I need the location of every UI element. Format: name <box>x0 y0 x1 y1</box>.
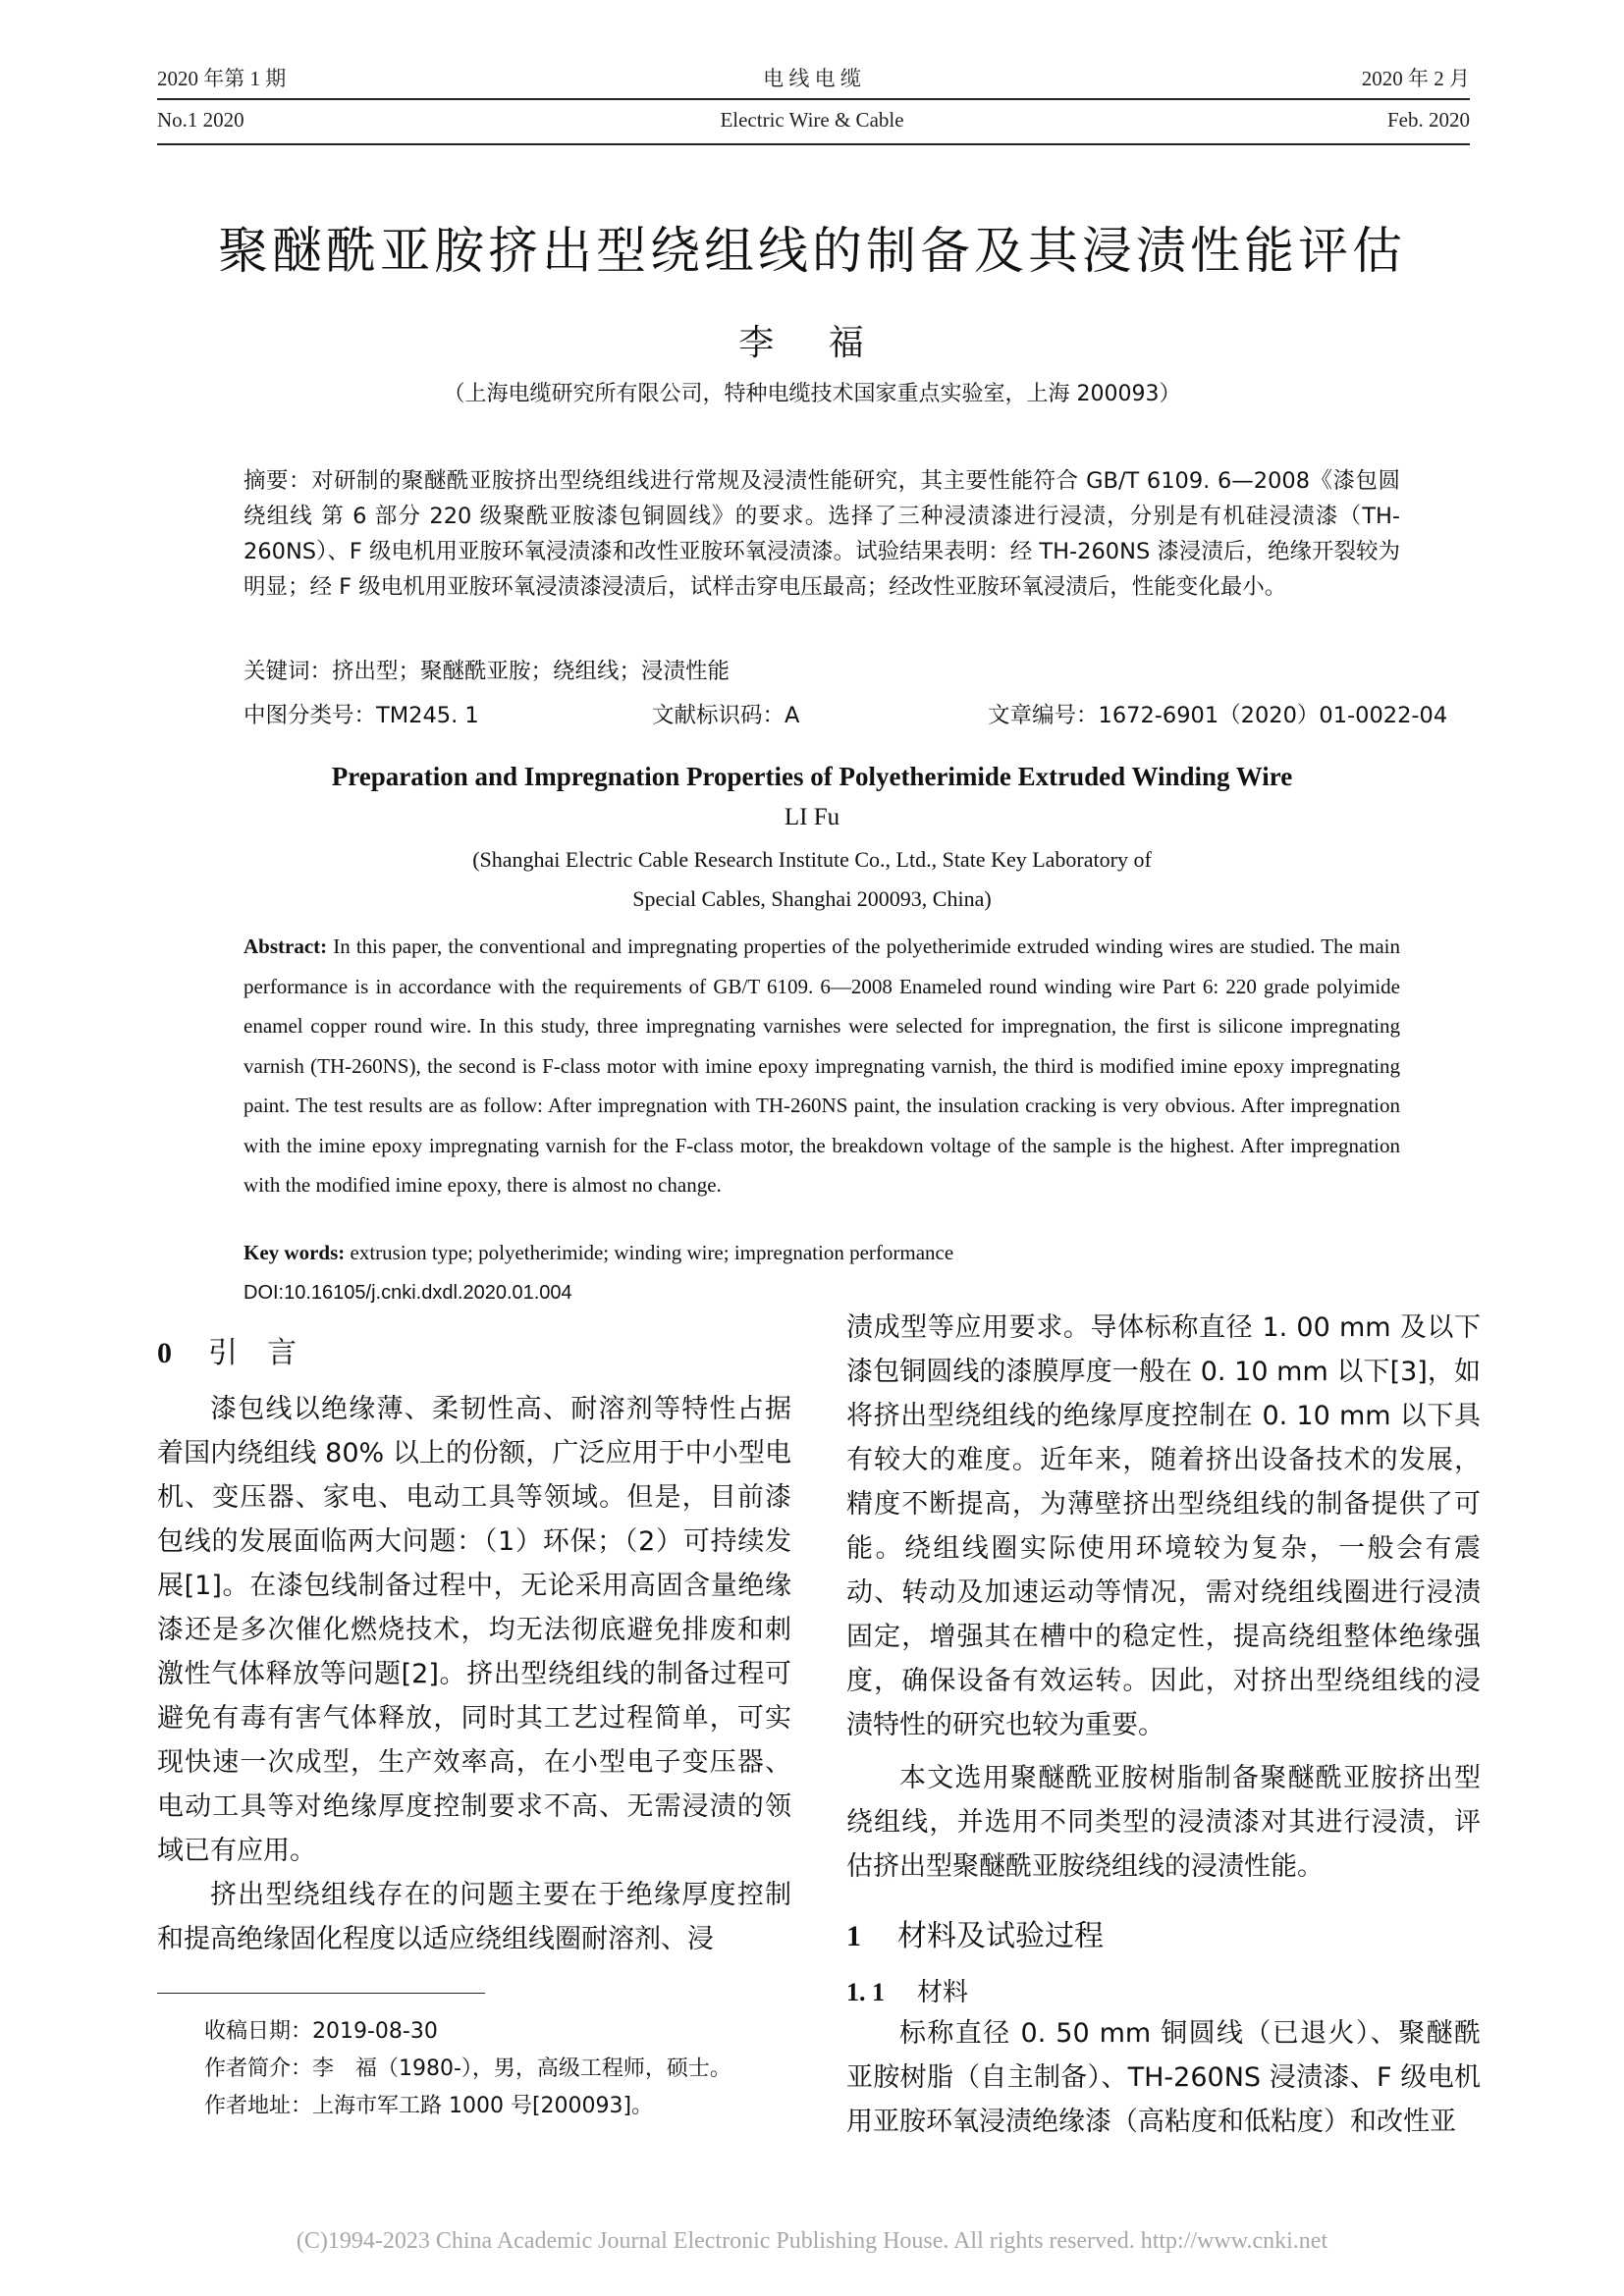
section-0-paragraph-3: 渍成型等应用要求。导体标称直径 1. 00 mm 及以下漆包铜圆线的漆膜厚度一般在 0. 10 mm 以下[3]，如将挤出型绕组线的绝缘厚度控制在 0. 10 mm 以下具有较大的难度。近年来，随着挤出设备技术的发展，精度不断提高，为薄壁挤出型绕组线的制备提供了可能。绕组线圈实际使用环境较为复杂，一般会有震动、转动及加速运动等情况，需对绕组线圈进行浸渍固定，增强其在槽中的稳定性，提高绕组整体绝缘强度，确保设备有效运转。因此，对挤出型绕组线的浸渍特性的研究也较为重要。 <box>846 1312 1481 1740</box>
footnote-received: 收稿日期：2019-08-30 <box>204 2019 438 2044</box>
section-0-title: 引 言 <box>208 1336 297 1370</box>
section-1-number: 1 <box>846 1920 861 1952</box>
en-keywords-label: Key words: <box>244 1241 346 1264</box>
header-journal-cn: 电 线 电 缆 <box>763 67 861 90</box>
section-0-heading <box>157 1331 791 1375</box>
subsection-1-1-heading <box>846 1974 1481 2011</box>
cn-clc: 中图分类号：TM245. 1 <box>244 703 479 728</box>
cn-doc-code: 文献标识码：A <box>652 703 800 728</box>
doi: DOI:10.16105/j.cnki.dxdl.2020.01.004 <box>244 1282 572 1304</box>
copyright-footer: (C)1994-2023 China Academic Journal Electronic Publishing House. All rights reserved. http://www.cnki.net <box>296 2228 1328 2254</box>
section-0-number: 0 <box>157 1337 172 1369</box>
header-issue-en: No.1 2020 <box>157 108 244 132</box>
header-issue-cn: 2020 年第 1 期 <box>157 67 287 90</box>
footnote-author-address: 作者地址：上海市军工路 1000 号[200093]。 <box>204 2094 654 2118</box>
section-0-paragraph-4: 本文选用聚醚酰亚胺树脂制备聚醚酰亚胺挤出型绕组线，并选用不同类型的浸渍漆对其进行浸渍，评估挤出型聚醚酰亚胺绕组线的浸渍性能。 <box>846 1763 1481 1882</box>
section-0-paragraph-1: 漆包线以绝缘薄、柔韧性高、耐溶剂等特性占据着国内绕组线 80% 以上的份额，广泛应用于中小型电机、变压器、家电、电动工具等领域。但是，目前漆包线的发展面临两大问题：（1）环保；（2）可持续发展[1]。在漆包线制备过程中，无论采用高固含量绝缘漆还是多次催化燃烧技术，均无法彻底避免排废和刺激性气体释放等问题[2]。挤出型绕组线的制备过程可避免有毒有害气体释放，同时其工艺过程简单，可实现快速一次成型，生产效率高，在小型电子变压器、电动工具等对绝缘厚度控制要求不高、无需浸渍的领域已有应用。 <box>157 1394 791 1866</box>
cn-abstract: 摘要：对研制的聚醚酰亚胺挤出型绕组线进行常规及浸渍性能研究，其主要性能符合 GB/T 6109. 6—2008《漆包圆绕组线 第 6 部分 220 级聚酰亚胺漆包铜圆线》的要求。选择了三种浸渍漆进行浸渍，分别是有机硅浸渍漆（TH-260NS）、F 级电机用亚胺环氧浸渍漆和改性亚胺环氧浸渍漆。试验结果表明：经 TH-260NS 漆浸渍后，绝缘开裂较为明显；经 F 级电机用亚胺环氧浸渍漆浸渍后，试样击穿电压最高；经改性亚胺环氧浸渍后，性能变化最小。 <box>244 468 1400 600</box>
right-column <box>846 1306 1481 2144</box>
subsection-1-1-paragraph-1: 标称直径 0. 50 mm 铜圆线（已退火）、聚醚酰亚胺树脂（自主制备）、TH-260NS 浸渍漆、F 级电机用亚胺环氧浸渍绝缘漆（高粘度和低粘度）和改性亚 <box>846 2018 1481 2137</box>
en-title: Preparation and Impregnation Properties of Polyetherimide Extruded Winding Wire <box>331 762 1293 791</box>
en-keywords-text: extrusion type; polyetherimide; winding wire; impregnation performance <box>345 1241 954 1264</box>
footnote-rule <box>157 1993 485 1994</box>
subsection-1-1-title: 材料 <box>917 1978 969 2007</box>
en-abstract-label: Abstract: <box>244 934 328 958</box>
header-divider <box>157 98 1470 100</box>
cn-keywords: 关键词：挤出型；聚醚酰亚胺；绕组线；浸渍性能 <box>244 659 731 684</box>
en-author: LI Fu <box>784 804 840 830</box>
en-affiliation-line2: Special Cables, Shanghai 200093, China) <box>632 886 992 911</box>
left-column <box>157 1331 791 1961</box>
article-title: 聚醚酰亚胺挤出型绕组线的制备及其浸渍性能评估 <box>217 223 1406 281</box>
author-affiliation: （上海电缆研究所有限公司，特种电缆技术国家重点实验室，上海 200093） <box>443 382 1181 406</box>
footnote-author-bio: 作者简介：李 福（1980-），男，高级工程师，硕士。 <box>204 2056 731 2081</box>
subsection-1-1-number: 1. 1 <box>846 1978 885 2006</box>
en-keywords <box>244 1241 953 1265</box>
header-journal-en: Electric Wire & Cable <box>720 108 904 132</box>
en-affiliation-line1: (Shanghai Electric Cable Research Institute Co., Ltd., State Key Laboratory of <box>472 847 1152 872</box>
header-date-en: Feb. 2020 <box>1387 108 1470 132</box>
section-1-heading <box>846 1914 1481 1958</box>
author-name: 李 福 <box>738 323 886 363</box>
header-date-cn: 2020 年 2 月 <box>1361 67 1470 90</box>
header-bottom-rule <box>157 143 1470 145</box>
en-abstract-text: In this paper, the conventional and impregnating properties of the polyetherimide extruded winding wires are studied. The main performance is in accordance with the requirements of GB/T 6109. 6—2008 Enameled round winding wire Part 6: 220 grade polyimide enamel copper round wire. In this study, three impregnating varnishes were selected for impregnation, the first is silicone impregnating varnish (TH-260NS), the second is F-class motor with imine epoxy impregnating varnish, the third is modified imine epoxy impregnating paint. The test results are as follow: After impregnation with TH-260NS paint, the insulation cracking is very obvious. After impregnation with the imine epoxy impregnating varnish for the F-class motor, the breakdown voltage of the sample is the highest. After impregnation with the modified imine epoxy, there is almost no change. <box>244 934 1400 1197</box>
section-0-paragraph-2: 挤出型绕组线存在的问题主要在于绝缘厚度控制和提高绝缘固化程度以适应绕组线圈耐溶剂、浸 <box>157 1880 791 1954</box>
section-1-title: 材料及试验过程 <box>897 1919 1104 1953</box>
cn-article-number: 文章编号：1672-6901（2020）01-0022-04 <box>988 703 1448 728</box>
en-abstract <box>244 927 1400 1205</box>
